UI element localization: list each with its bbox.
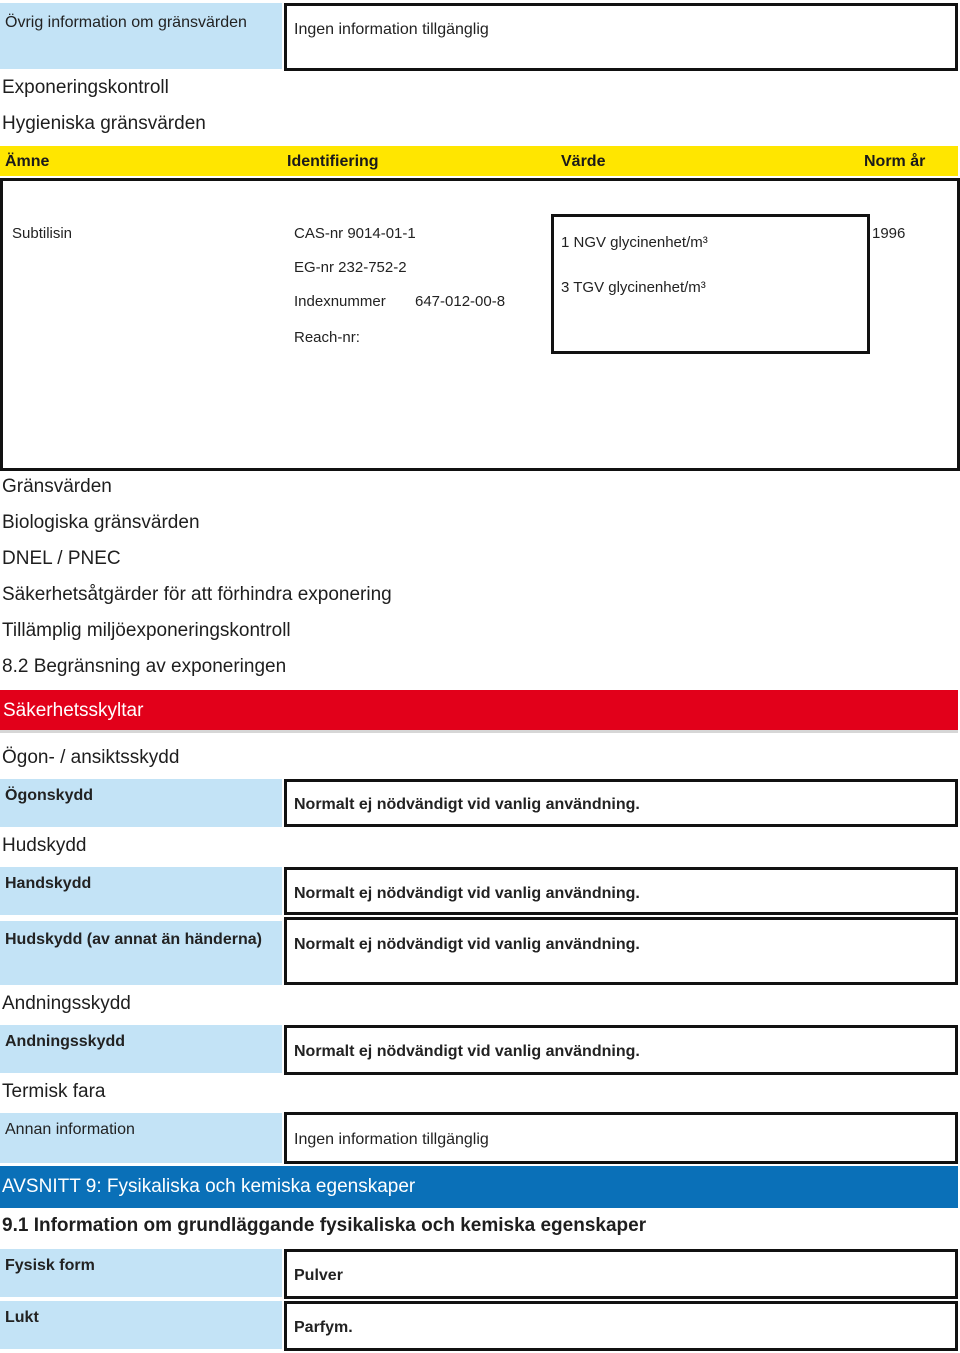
body-protection-label: Hudskydd (av annat än händerna) [0,921,282,985]
body-protection-value: Normalt ej nödvändigt vid vanlig användning. [294,936,640,953]
eye-protection-label: Ögonskydd [0,779,282,827]
other-information-label: Annan information [0,1113,282,1163]
limits-table-header [0,146,958,176]
header-substance: Ämne [5,153,50,170]
eye-protection-value-box [284,779,958,827]
physical-form-value: Pulver [294,1267,343,1284]
eye-protection-value: Normalt ej nödvändigt vid vanlig användning. [294,796,640,813]
section-9-title: AVSNITT 9: Fysikaliska och kemiska egenskaper [2,1176,416,1197]
index-number-label: Indexnummer [294,293,386,310]
cas-number: CAS-nr 9014-01-1 [294,225,416,242]
respiratory-heading: Andningsskydd [2,993,131,1014]
section-9-1-heading: 9.1 Information om grundläggande fysikaliska och kemiska egenskaper [2,1215,647,1236]
eg-number: EG-nr 232-752-2 [294,259,407,276]
skin-protection-heading: Hudskydd [2,835,87,856]
header-value: Värde [561,153,606,170]
header-norm-year: Norm år [864,153,926,170]
value-box [551,214,870,354]
hand-protection-value: Normalt ej nödvändigt vid vanlig användning. [294,885,640,902]
hand-protection-label: Handskydd [0,867,282,915]
other-info-value-box [284,3,958,71]
hand-protection-value-box [284,867,958,915]
eye-face-heading: Ögon- / ansiktsskydd [2,747,180,768]
respiratory-value: Normalt ej nödvändigt vid vanlig användning. [294,1043,640,1060]
environmental-control-heading: Tillämplig miljöexponeringskontroll [2,620,291,641]
safety-signs-title: Säkerhetsskyltar [3,700,144,721]
physical-form-label: Fysisk form [0,1249,282,1297]
body-protection-value-box [284,917,958,985]
exposure-control-heading: Exponeringskontroll [2,77,169,98]
reach-number: Reach-nr: [294,329,360,346]
header-identification: Identifiering [287,153,379,170]
tgv-value: 3 TGV glycinenhet/m³ [561,279,706,296]
ngv-value: 1 NGV glycinenhet/m³ [561,234,708,251]
dnel-pnec-heading: DNEL / PNEC [2,548,121,569]
index-number-value: 647-012-00-8 [415,293,506,310]
safety-signs-banner [0,690,958,733]
respiratory-label: Andningsskydd [0,1025,282,1073]
other-information-value: Ingen information tillgänglig [294,1131,489,1148]
respiratory-value-box [284,1025,958,1075]
physical-form-value-box [284,1249,958,1299]
substance-name: Subtilisin [12,225,73,242]
other-info-label: Övrig information om gränsvärden [0,3,282,69]
limits-table-row [0,178,960,471]
other-information-value-box [284,1112,958,1164]
odor-value-box [284,1301,958,1351]
other-info-value: Ingen information tillgänglig [294,21,489,38]
hygienic-limits-heading: Hygieniska gränsvärden [2,113,206,134]
norm-year: 1996 [872,225,906,242]
exposure-limitation-heading: 8.2 Begränsning av exponeringen [2,656,287,677]
odor-value: Parfym. [294,1319,353,1336]
biological-limits-heading: Biologiska gränsvärden [2,512,200,533]
odor-label: Lukt [0,1301,282,1349]
limit-values-heading: Gränsvärden [2,476,112,497]
safety-measures-heading: Säkerhetsåtgärder för att förhindra exponering [2,584,392,605]
thermal-hazard-heading: Termisk fara [2,1081,106,1102]
section-9-banner [0,1166,958,1208]
